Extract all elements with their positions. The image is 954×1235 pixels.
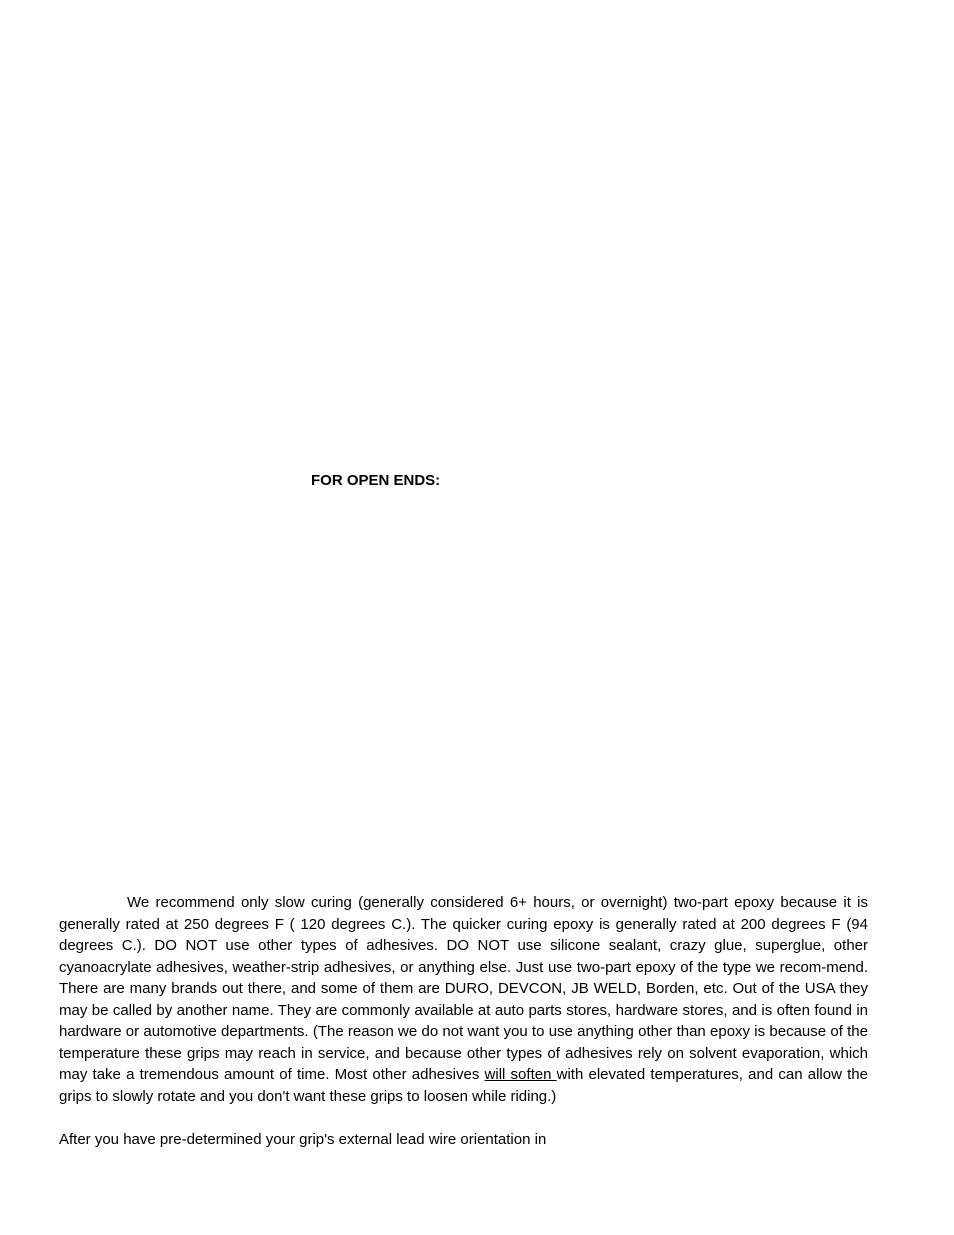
section-heading: FOR OPEN ENDS: xyxy=(311,472,441,489)
paragraph-text-part2: with elevated temperatures, and can allow the grips to slowly rotate and you don't want these grips to loosen while riding.) xyxy=(59,1066,868,1105)
trailing-line: After you have pre-determined your grip's external lead wire orientation in xyxy=(59,1131,547,1148)
paragraph-text-part1: We recommend only slow curing (generally considered 6+ hours, or overnight) two-part epoxy because it is generally rated at 250 degrees F ( 120 degrees C.). The quicker curing epoxy is generally rated at 200 degrees F (94 degrees C.). DO NOT use other types of adhesives. DO NOT use silicone sealant, crazy glue, superglue, other cyanoacrylate adhesives, weather-strip adhesives, or anything else. Just use two-part epoxy of the type we recom-mend. There are many brands out there, and some of them are DURO, DEVCON, JB WELD, Borden, etc. Out of the USA they may be called by another name. They are commonly available at auto parts stores, hardware stores, and is often found in hardware or automotive departments. (The reason we do not want you to use anything other than epoxy is because of the temperature these grips may reach in service, and because other types of adhesives rely on solvent evaporation, which may take a tremendous amount of time. Most other adhesives xyxy=(59,894,868,1083)
epoxy-paragraph xyxy=(59,892,868,1107)
underlined-text: will soften xyxy=(484,1066,557,1083)
